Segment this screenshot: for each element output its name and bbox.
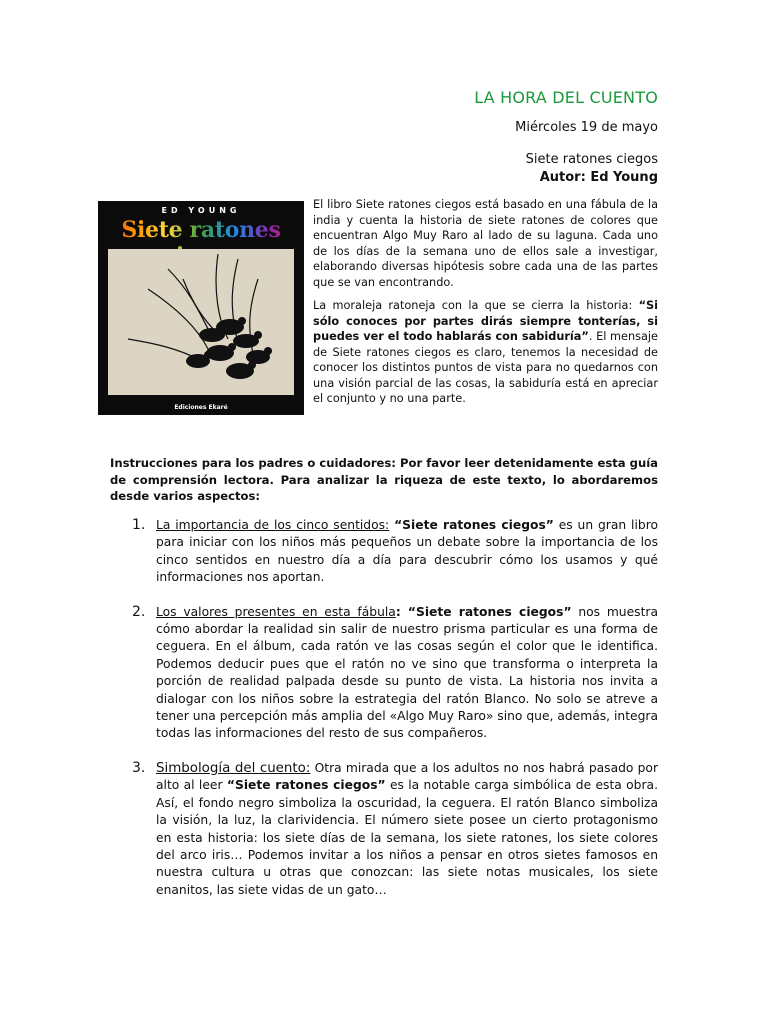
book-quote: : “Siete ratones ciegos” [395,604,572,619]
intro-paragraph-2-start: La moraleja ratoneja con la que se cierra la historia: [313,299,639,312]
list-item-number: 3. [132,759,146,776]
aspects-list [110,517,658,916]
list-item-body [156,760,658,899]
intro-paragraph-2-end: . El mensaje de Siete ratones ciegos es claro, tenemos la necesidad de conocer los distintos puntos de vista para no quedarnos con una visión parcial de las cosas, la sabiduría está en apreciar el conjunto y no una parte. [313,330,659,405]
list-item-heading: Los valores presentes en esta fábula [156,604,396,619]
instructions-paragraph: Instrucciones para los padres o cuidadores: Por favor leer detenidamente esta guía de comprensión lectora. Para analizar la riqueza de este texto, lo abordaremos desde varios aspectos: [110,456,658,503]
mice-illustration [108,249,294,395]
list-item-number: 2. [132,603,146,620]
list-item-body [156,517,658,587]
cover-author: ED YOUNG [161,206,241,215]
book-cover-image [98,201,304,415]
book-quote: “Siete ratones ciegos” [394,518,554,532]
intro-text [313,197,658,415]
cover-publisher: Ediciones Ekaré [174,404,228,411]
cover-title: Siete ratones [98,217,304,269]
book-title: Siete ratones ciegos [525,152,658,167]
intro-paragraph-2 [313,298,658,407]
page-title: LA HORA DEL CUENTO [474,88,658,107]
list-item-text: es la notable carga simbólica de esta obra. Así, el fondo negro simboliza la oscuridad, la ceguera. El ratón Blanco simboliza la visión, la luz, la clarividencia. El número siete posee un cierto protagonismo en esta historia: los siete días de la semana, los siete ratones, los siete colores del arco iris… Podemos invitar a los niños a pensar en otros sietes famosos en nuestra cultura u otras que conozcan: las siete notas musicales, los siete enanitos, las siete vidas de un gato… [156,778,658,897]
intro-paragraph-1: El libro Siete ratones ciegos está basado en una fábula de la india y cuenta la historia de siete ratones de colores que encuentran Algo Muy Raro al lado de su laguna. Cada uno de los días de la semana uno de ellos sale a investigar, elaborando diversas hipótesis sobre cada una de las partes que se van encontrando. [313,198,658,289]
list-item-pre: Otra mirada que a los adultos no nos habrá pasado por alto al leer [156,760,659,793]
list-item [110,517,658,587]
list-item-number: 1. [132,517,146,533]
list-item-text: es un gran libro para iniciar con los niños más pequeños un debate sobre la importancia de los cinco sentidos en nuestro día a día para descubrir cómo los usamos y qué informaciones nos aportan. [156,518,658,585]
list-item-heading: Simbología del cuento: [156,760,311,776]
list-item [110,760,658,899]
list-item [110,604,658,743]
list-item-text: nos muestra cómo abordar la realidad sin salir de nuestro prisma particular es una forma de ceguera. En el álbum, cada ratón ve las cosas según el color que le identifica. Podemos deducir pues que el ratón no ve sino que transforma o interpreta la porción de realidad palpada desde su punto de vista. La historia nos invita a dialogar con los niños sobre la estrategia del ratón Blanco. No solo se atreve a tener una percepción más amplia del «Algo Muy Raro» sino que, además, integra todas las informaciones del resto de sus compañeros. [156,604,658,741]
book-author: Autor: Ed Young [539,170,658,185]
moral-quote: “Si sólo conoces por partes dirás siempre tonterías, si puedes ver el todo hablarás con sabiduría” [313,299,658,343]
list-item-body [156,604,658,743]
book-quote: “Siete ratones ciegos” [226,778,386,793]
list-item-heading: La importancia de los cinco sentidos: [156,518,390,532]
date-line: Miércoles 19 de mayo [515,120,658,135]
